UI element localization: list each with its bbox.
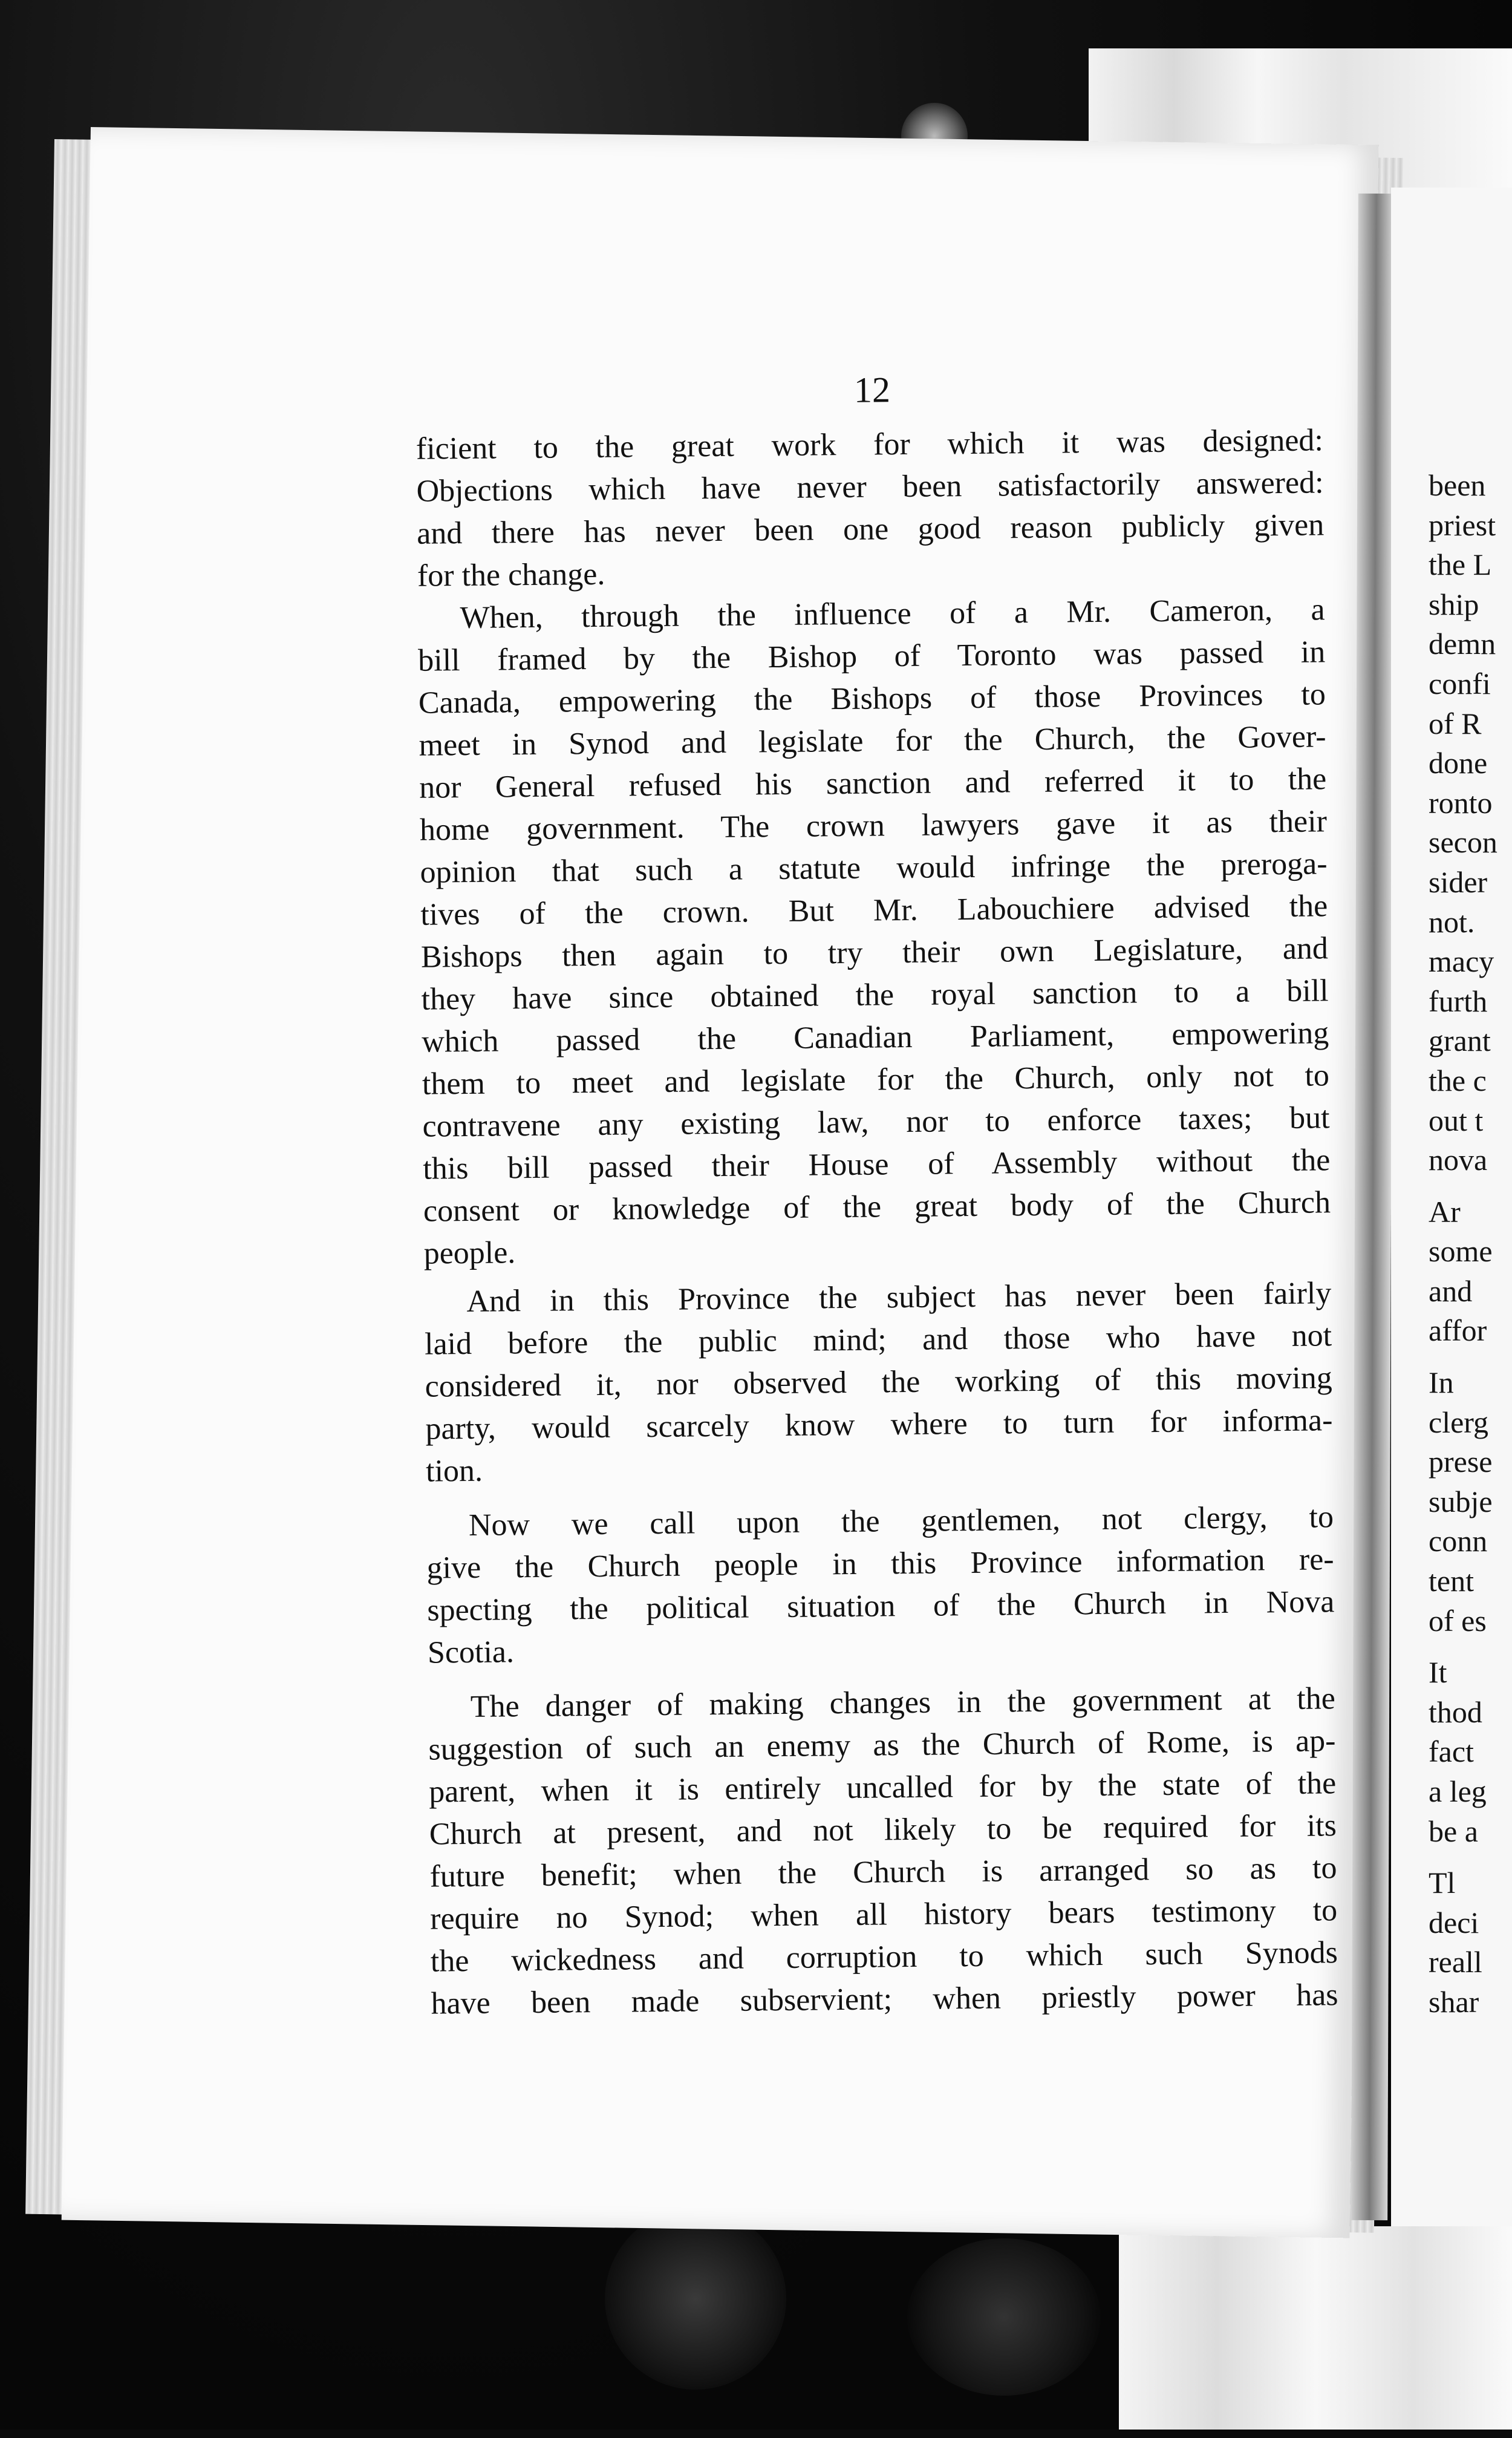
facing-line: of es [1429, 1603, 1487, 1638]
facing-line: shar [1429, 1984, 1479, 2019]
text-line: meet in Synod and legislate for the Church, the Gover- [419, 719, 1326, 763]
text-line: suggestion of such an enemy as the Church of Rome, is ap- [428, 1724, 1336, 1767]
facing-line: It [1429, 1655, 1447, 1690]
facing-line: thod [1429, 1695, 1482, 1729]
text-line: and there has never been one good reason publicly given [416, 508, 1325, 551]
facing-line: furth [1429, 984, 1488, 1018]
text-line: considered it, nor observed the working of this moving [425, 1361, 1332, 1404]
text-line: Bishops then again to try their own Legislature, and [420, 931, 1329, 975]
text-line: which passed the Canadian Parliament, empowering [422, 1016, 1329, 1059]
text-line: laid before the public mind; and those who have not [424, 1318, 1332, 1362]
facing-line: and [1429, 1273, 1473, 1308]
facing-line: ship [1429, 587, 1479, 621]
text-line: future benefit; when the Church is arranged so as to [429, 1851, 1337, 1894]
facing-line: priest [1429, 508, 1496, 542]
facing-line: some [1429, 1234, 1493, 1269]
text-line: The danger of making changes in the government at the [470, 1681, 1336, 1724]
facing-line: clerg [1429, 1405, 1489, 1439]
text-line: party, would scarcely know where to turn for informa- [425, 1403, 1333, 1446]
facing-line: reall [1429, 1945, 1482, 1979]
text-line: contravene any existing law, nor to enforce taxes; but [422, 1100, 1330, 1144]
facing-line: prese [1429, 1445, 1493, 1479]
text-line: When, through the influence of a Mr. Cameron, a [460, 592, 1325, 636]
facing-line: secon [1429, 825, 1497, 860]
text-line: for the change. [417, 557, 605, 593]
facing-line: deci [1429, 1905, 1479, 1940]
facing-line: tent [1429, 1564, 1474, 1598]
text-line: Objections which have never been satisfactorily answered: [416, 465, 1324, 509]
facing-line: not. [1429, 904, 1475, 939]
page-number: 12 [853, 370, 891, 410]
facing-line: of R [1429, 706, 1482, 740]
text-line: bill framed by the Bishop of Toronto was passed in [417, 635, 1326, 678]
text-line: specting the political situation of the Church in Nova [427, 1584, 1335, 1628]
facing-line: demn [1429, 627, 1496, 661]
text-line: nor General refused his sanction and referred it to the [419, 762, 1327, 805]
facing-line: Tl [1429, 1866, 1456, 1900]
facing-line: subje [1429, 1484, 1493, 1518]
text-line: tion. [425, 1453, 483, 1489]
text-line: this bill passed their House of Assembly without the [423, 1143, 1331, 1186]
facing-line: a leg [1429, 1774, 1487, 1808]
text-line: opinion that such a statute would infringe the preroga- [420, 846, 1328, 890]
text-line: home government. The crown lawyers gave it as their [419, 804, 1328, 848]
facing-line: been [1429, 468, 1486, 502]
facing-line: nova [1429, 1143, 1488, 1177]
facing-line: ronto [1429, 785, 1493, 820]
facing-line: affor [1429, 1313, 1487, 1348]
text-line: the wickedness and corruption to which such Synods [430, 1935, 1338, 1979]
facing-line: the L [1429, 547, 1492, 582]
facing-line: conn [1429, 1524, 1488, 1558]
text-line: tives of the crown. But Mr. Labouchiere advised the [420, 889, 1328, 932]
text-line: Scotia. [427, 1635, 515, 1670]
facing-line: fact [1429, 1734, 1474, 1769]
text-line: Church at present, and not likely to be required for its [429, 1808, 1337, 1852]
text-line: And in this Province the subject has never been fairly [466, 1276, 1332, 1319]
text-line: parent, when it is entirely uncalled for by the state of the [428, 1766, 1337, 1809]
text-line: them to meet and legislate for the Church, only not to [422, 1058, 1330, 1102]
text-line: consent or knowledge of the great body of the Church [423, 1185, 1331, 1229]
text-line: give the Church people in this Province information re- [426, 1542, 1334, 1586]
facing-line: In [1429, 1365, 1454, 1400]
facing-line: out t [1429, 1103, 1484, 1137]
text-line: they have since obtained the royal sanction to a bill [421, 973, 1329, 1017]
text-line: people. [423, 1235, 516, 1271]
facing-line: sider [1429, 864, 1488, 899]
text-line: Canada, empowering the Bishops of those Provinces to [418, 677, 1326, 721]
facing-line: done [1429, 746, 1488, 780]
facing-line: macy [1429, 944, 1494, 979]
facing-line: grant [1429, 1024, 1491, 1058]
text-line: have been made subservient; when priestly power has [431, 1978, 1338, 2021]
text-line: require no Synod; when all history bears testimony to [429, 1893, 1338, 1936]
text-line: ficient to the great work for which it was designed: [415, 423, 1324, 466]
facing-line: Ar [1429, 1194, 1461, 1229]
facing-line: confi [1429, 666, 1491, 701]
text-line: Now we call upon the gentlemen, not clergy, to [468, 1500, 1334, 1543]
facing-line: be a [1429, 1814, 1478, 1848]
facing-line: the c [1429, 1063, 1487, 1097]
